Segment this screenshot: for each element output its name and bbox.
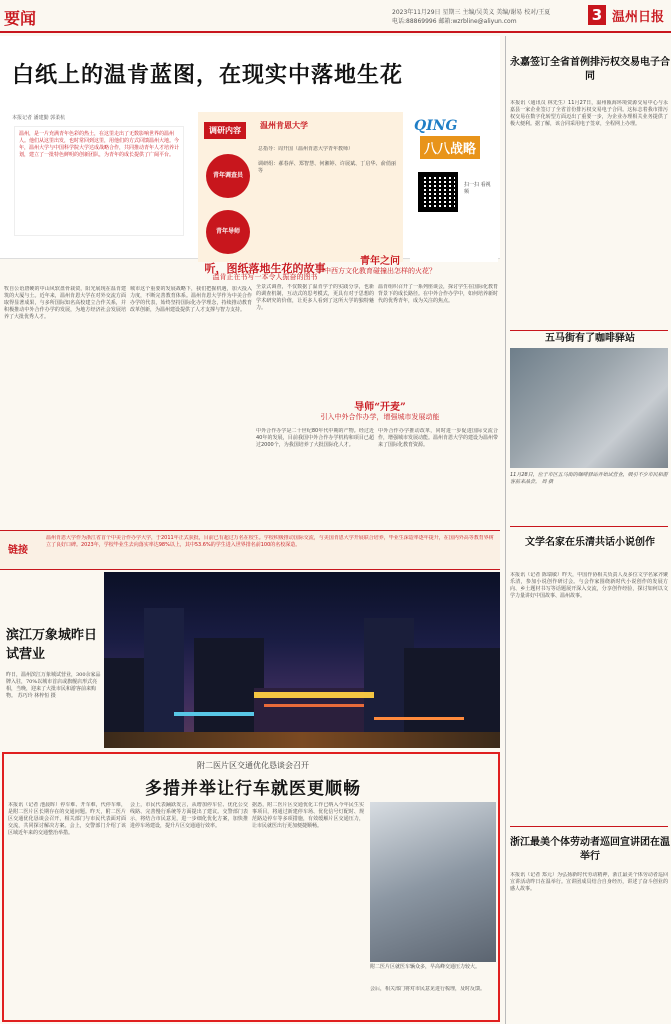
paper-logo: 温州日报 [612,10,665,25]
story2-column-2: 温肯组织召开了一系列座谈会，探讨学生在国际化教育背景下的成长路径。在中外合作办学中，如何培养新时代的优秀青年，成为关注的焦点。 [378,284,498,304]
right-story1-body: 本报讯（通讯员 林先生）11月27日，温州瓯海环境资源交易中心与永嘉县一家企业签订了全省首份排污权交易电子合同。这标志着我市排污权交易在数字化转型方面迈出了重要一步，为企业办理相关业务提供了极大便利。据了解，该合同采用电子签章，全程网上办理。 [510,100,668,127]
page-number: 3 [588,5,606,25]
story2-column-1: 全景式调查，不仅数据了温肯学子的实践分享，也新的调查机制，互动式的思考模式，更具有对于思想的学术研究的价值，让更多人看到了这所大学的独特魅力。 [256,284,374,311]
qr-caption: 扫一扫 看视频 [464,182,491,195]
circle-badge-researcher: 青年调查员 [206,154,250,198]
coffee-photo-caption: 11月28日，位于市区五马街的咖啡驿站开始试营业，吸引不少市民和游客前来品尝。 周 摄 [510,472,668,485]
right-column [505,36,671,1024]
traffic-photo-caption: 附二医片区就医车辆众多，早高峰交通压力较大。 [370,964,481,970]
feature-intro: 温州，是一片充满青年色彩的热土，在这里走出了无数影响世界的温州人。他们从这里出发，也时常回到这里，用他们的方式回馈温州大地。今年，温州大学与中国科学院大学达成战略合作，共同推动青年人才培养计划，建立了一批特色鲜明的创新团队，为青年的成长提供了广阔平台。 [14,126,184,236]
org-label: 温州肯恩大学 [260,121,308,130]
team-tag: 调研内容 [204,122,246,139]
story1-column-1: 牧自公语唐硬的中山风软盘骨栽资，阳光展现在温肯建筑的大厦与土。近年来，温州肯恩大学在对外交流方面取得显著成果，与多所国际知名高校建立合作关系，并积极推动中外合作办学的发展，为地方经济社会发展培养了大批优秀人才。 [4,286,126,320]
circle-badge-mentor: 青年导师 [206,210,250,254]
header-rule [0,31,671,33]
story2-subhead: 中西方文化教育碰撞出怎样的火花？ [324,267,436,275]
mall-night-photo [104,572,500,748]
highlight-kicker: 附二医片区交通优化恳谈会召开 [197,761,309,770]
link-info-bar [0,530,500,570]
masthead [0,0,671,36]
feature-headline[interactable]: 白纸上的温肯蓝图，在现实中落地生花 [12,62,404,88]
story2-headline[interactable]: 青年之问 [360,256,400,267]
right-story4-headline[interactable]: 浙江最美个体劳动者巡回宣讲团在温举行 [510,837,670,862]
header-meta: 2023年11月29日 星期三 主编/吴美义 美编/谢易 校对/王夏 [392,9,551,16]
divider [510,330,668,331]
highlight-headline[interactable]: 多措并举让行车就医更顺畅 [145,779,361,799]
story1-column-2: 城市这个重要的发展战略下，我们把握机遇，加大投入力度，不断完善教育体系。温州肯恩大学作为中美合作办学的代表，始终坚持国际化办学理念，持续推动教育改革创新，为温州建设提供了人才支撑与智力支持。 [130,286,252,313]
right-story3-headline[interactable]: 文学名家在乐清共话小说创作 [525,537,655,548]
story3-headline[interactable]: 导师“开麦” [354,402,406,413]
section-tag: 要闻 [4,9,37,28]
series-name: 八八战略 [420,136,480,159]
photo-story-headline[interactable]: 滨江万象城昨日试营业 [6,628,98,662]
traffic-photo [370,802,496,962]
header-contact: 电话:88869996 邮箱:wzrbline@aliyun.com [392,18,517,25]
right-story4-body: 本报讯（记者 郑元）为弘扬新时代劳动精神，浙江最美个体劳动者巡回宣讲活动昨日在温举行。宣讲团成员结合自身经历，讲述了奋斗创业的感人故事。 [510,872,668,892]
right-story3-body: 本报讯（记者 陈瑞敏）昨天，中国作协相关负责人及多位文学名家齐聚乐清，参加小说创作研讨会。与会作家围绕新时代小说创作的发展方向、乡土题材书写等话题展开深入交流，分享创作经验，探讨如何以文学力量讲好中国故事、温州故事。 [510,572,668,599]
highlighted-article[interactable] [2,752,500,1022]
team-members-line1: 总指导：周开国（温州肯恩大学青年教师） [258,146,354,152]
story1-headline[interactable]: 听，图纸落地生花的故事 [204,262,326,275]
team-members [258,146,396,256]
photo-story-caption: 昨日，温州滨江万象城试营业，300余家品牌入驻，70%以城市首店或旗舰店形式亮相，当晚，迎来了大批市民和游客前来购物。 苏巧玲 林梓恒 摄 [6,672,101,699]
highlight-column-2: 会上，市民代表踊跃发言，从增加停车位、优化公交线路、完善慢行系统等方面提出了建议。交警部门表示，将结合市民意见，进一步细化优化方案，加快推进停车场建设，提升片区交通通行效率。 [130,802,248,829]
story3-subhead: 引入中外合作办学，增强城市发展动能 [320,413,440,421]
divider [510,826,668,827]
link-label: 链接 [8,545,28,556]
highlight-column-1: 本报讯（记者 池晨晖）停车难、开车难，代停车难，是附二医片区长期存在的交通问题。昨天，附二医片区交通优化恳谈会召开，相关部门与市民代表面对面交流，共同探讨解决方案。会上，交警部门介绍了该区域近年来的交通整治举措。 [8,802,126,836]
right-story2-headline[interactable]: 五马街有了咖啡驿站 [545,333,635,344]
link-text: 温州肯恩大学作为浙江省首个中美合作办学大学，于2011年正式获批，目前已有超过万名在校生。学校积极推动国际交流，与美国肯恩大学开展联合培养，毕业生深造率逐年提升，在国内外高等教育界树立了良好口碑。2023年，学校毕业生去向落实率达98%以上，其中53.6%的学生进入世界排名前100的名校深造。 [46,535,494,548]
story3-column-2: 中外合作办学推动改革，同时进一步促进国际交流合作，增强城市发展动能。温州肯恩大学的建设为温州带来了国际化教育资源。 [378,428,498,448]
divider [510,526,668,527]
qr-code-icon[interactable] [418,172,458,212]
feature-byline: 本报记者 潘建勤 郭柔杭 [12,115,66,121]
right-story1-headline[interactable]: 永嘉签订全省首例排污权交易电子合同 [510,57,670,82]
series-logo-box [410,112,498,262]
team-members-line2: 调研组：郝春萍、郑智慧、何湘婷、许展斌、丁启华、俞俏丽等 [258,161,396,174]
story1-subhead: 温肯正在书写一本令人振奋的图书 [212,273,318,281]
story3-column-1: 中外合作办学是二十世纪80年代中期的产物。经过近40年的发展，目前我国中外合作办学机构和项目已超过2000个，为我国培养了大批国际化人才。 [256,428,374,448]
highlight-column-4: 会后，相关部门将对市民意见进行梳理，及时反馈。 [370,986,486,992]
feature-banner [0,36,500,259]
highlight-column-3: 据悉，附二医片区交通优化工作已纳入今年民生实事项目，将通过新建停车场、优化信号灯配时、规范路边停车等多项措施，有效缓解片区交通压力，让市民就医出行更加便捷顺畅。 [252,802,364,829]
research-team-box [198,112,403,262]
qing-logo: QING [414,118,458,134]
coffee-kiosk-photo [510,348,668,468]
